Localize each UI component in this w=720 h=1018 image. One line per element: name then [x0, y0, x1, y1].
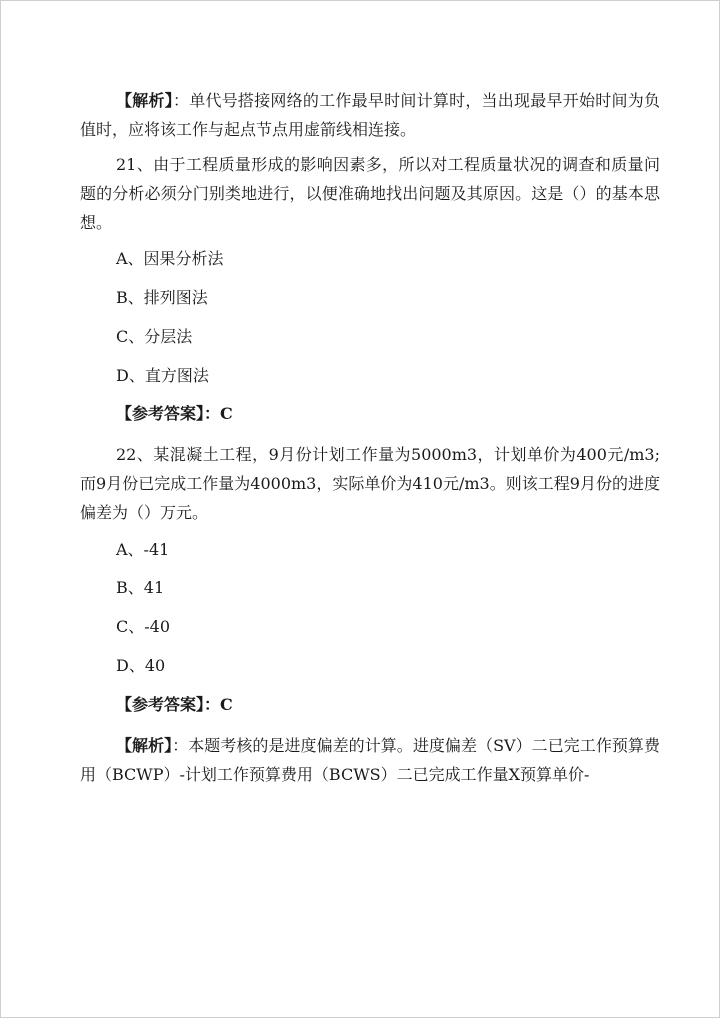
answer-tag: 【参考答案】: [116, 695, 205, 714]
analysis-text: ：本题考核的是进度偏差的计算。进度偏差（SV）二已完工作预算费用（BCWP）-计划工作预算费用（BCWS）二已完成工作量X预算单价-: [80, 736, 660, 784]
q21-option-b: B、排列图法: [116, 288, 208, 307]
analysis-tag: 【解析】: [116, 736, 173, 755]
q22-option-b: B、41: [116, 578, 165, 597]
q22-option-c: C、-40: [116, 617, 171, 636]
analysis-text: ：单代号搭接网络的工作最早时间计算时，当出现最早开始时间为负值时，应将该工作与起点节点用虚箭线相连接。: [80, 91, 660, 139]
answer-value: ：C: [204, 695, 233, 714]
analysis-paragraph-1: [80, 86, 660, 144]
q21-option-a: A、因果分析法: [116, 249, 224, 268]
analysis-tag: 【解析】: [116, 91, 173, 110]
answer-tag: 【参考答案】: [116, 404, 205, 423]
q21-option-c: C、分层法: [116, 327, 193, 346]
analysis-paragraph-2: [80, 731, 660, 789]
question-21-stem: 21、由于工程质量形成的影响因素多，所以对工程质量状况的调查和质量问题的分析必须分门别类地进行，以便准确地找出问题及其原因。这是（）的基本思想。: [80, 155, 660, 232]
question-22-stem: 22、某混凝土工程，9月份计划工作量为5000m3，计划单价为400元/m3;而9月份已完成工作量为4000m3，实际单价为410元/m3。则该工程9月份的进度偏差为（）万元。: [80, 445, 660, 522]
q21-answer: [116, 404, 233, 424]
q22-answer: [116, 695, 233, 715]
q21-option-d: D、直方图法: [116, 366, 209, 385]
q22-option-d: D、40: [116, 656, 166, 675]
q22-option-a: A、-41: [116, 540, 170, 559]
answer-value: ：C: [204, 404, 233, 423]
